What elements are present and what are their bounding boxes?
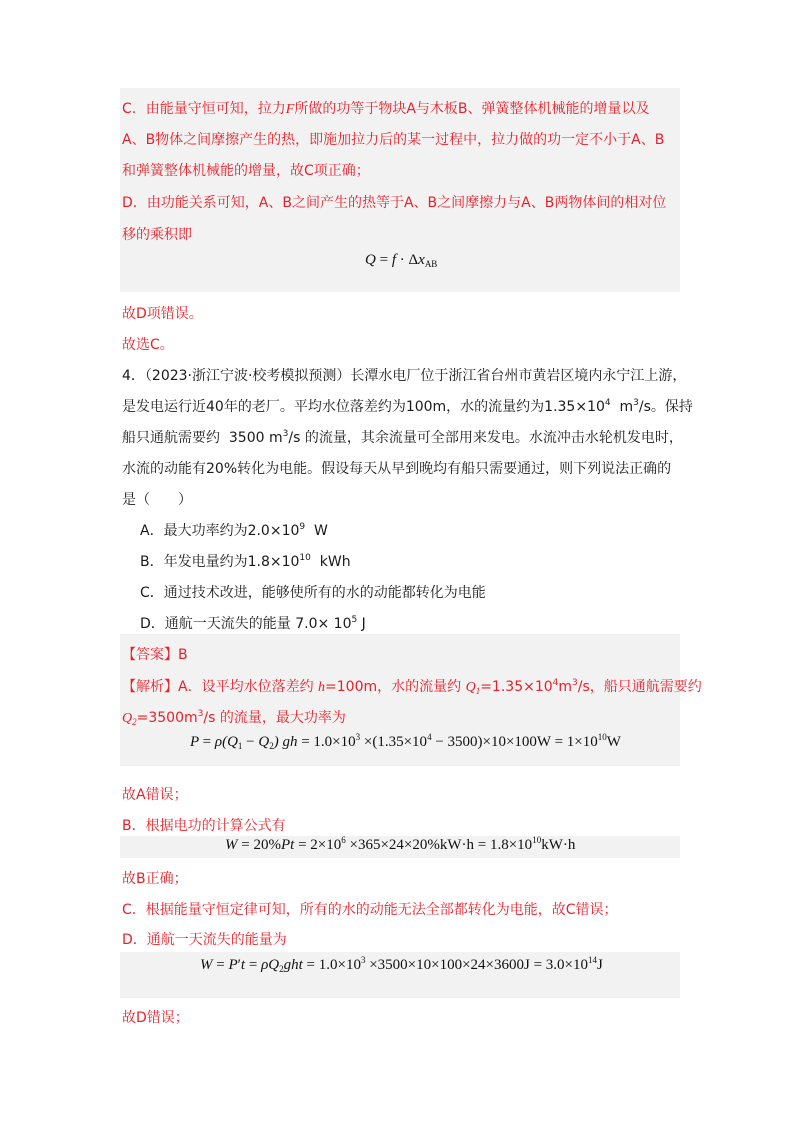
analysis-a-line-1: 【解析】A．设平均水位落差约 h=100m，水的流量约 $Q_1=1.35\times 10^4m^3/s$，船只通航需要约 [122,678,702,696]
analysis-d-line: D．通航一天流失的能量为 [122,932,287,948]
final-choice: 故选C。 [122,337,174,353]
answer-label: 【答案】 [122,647,178,663]
q4-option-b: B．年发电量约为$1.8\times 10^{10}$ kWh [140,553,351,570]
q4-line-4: 水流的动能有20%转化为电能。假设每天从早到晚均有船只需要通过，则下列说法正确的 [122,461,672,477]
analysis-c-line: C．根据能量守恒定律可知，所有的水的动能无法全部都转化为电能，故C错误； [122,902,618,918]
top-c-line-1: C．由能量守恒可知，拉力F所做的功等于物块A与木板B、弹簧整体机械能的增量以及 [122,101,650,117]
analysis-a-conclusion: 故A错误； [122,787,188,803]
q4-line-1: 4．（2023·浙江宁波·校考模拟预测）长潭水电厂位于浙江省台州市黄岩区境内永宁江上游， [122,368,687,384]
formula-b: $W = 20\%Pt = 2\times 10^6 \times 365\times 24\times 20\%kW\cdot h = 1.8\times 10^{10}kW\cdot h$ [225,835,576,853]
formula-d: $W = P't = \rho Q_2ght = 1.0\times 10^3 \times 3500\times 10\times 100\times 24\times 3600J = 3.0\times 10^{14}J$ [200,955,603,974]
analysis-d-conclusion: 故D错误； [122,1010,189,1026]
q4-option-a: A．最大功率约为$2.0\times 10^9$ W [140,522,328,539]
analysis-b-line: B．根据电功的计算公式有 [122,818,286,834]
q4-line-2: 是发电运行近40年的老厂。平均水位落差约为100m，水的流量约为$1.35\times 10^4$ $m^3/s$。保持 [122,398,693,415]
analysis-b-conclusion: 故B正确； [122,871,188,887]
answer-value: B [178,647,188,663]
analysis-label: 【解析】 [122,679,178,695]
top-d-line-2: 移的乘积即 [122,227,192,243]
q4-option-d: D．通航一天流失的能量 $7.0\times 10^5$ J [140,615,366,632]
answer-line [122,645,188,665]
top-c-line-3: 和弹簧整体机械能的增量，故C项正确； [122,163,370,179]
q4-line-3: 船只通航需要约 3500 $m^3/s$ 的流量，其余流量可全部用来发电。水流冲击水轮机发电时， [122,429,683,446]
d-conclusion: 故D项错误。 [122,306,203,322]
formula-a: $P = \rho(Q_1 - Q_2)$ gh = $1.0\times 10^3 \times(1.35\times 10^4 - 3500)\times 10\times 100W = 1\times 10^{10}W$ [190,732,621,751]
analysis-a-line-2: $Q_2=3500m^3/s$ 的流量，最大功率为 [122,709,346,727]
formula-q: $Q = f \cdot \Delta x_{AB}$ [365,252,438,269]
q4-line-5: 是（ ） [122,492,192,508]
q4-option-c: C．通过技术改进，能够使所有的水的动能都转化为电能 [140,585,486,601]
top-c-line-2: A、B物体之间摩擦产生的热，即施加拉力后的某一过程中，拉力做的功一定不小于A、B [122,132,665,148]
top-d-line-1: D．由功能关系可知，A、B之间产生的热等于A、B之间摩擦力与A、B两物体间的相对位 [122,195,667,211]
